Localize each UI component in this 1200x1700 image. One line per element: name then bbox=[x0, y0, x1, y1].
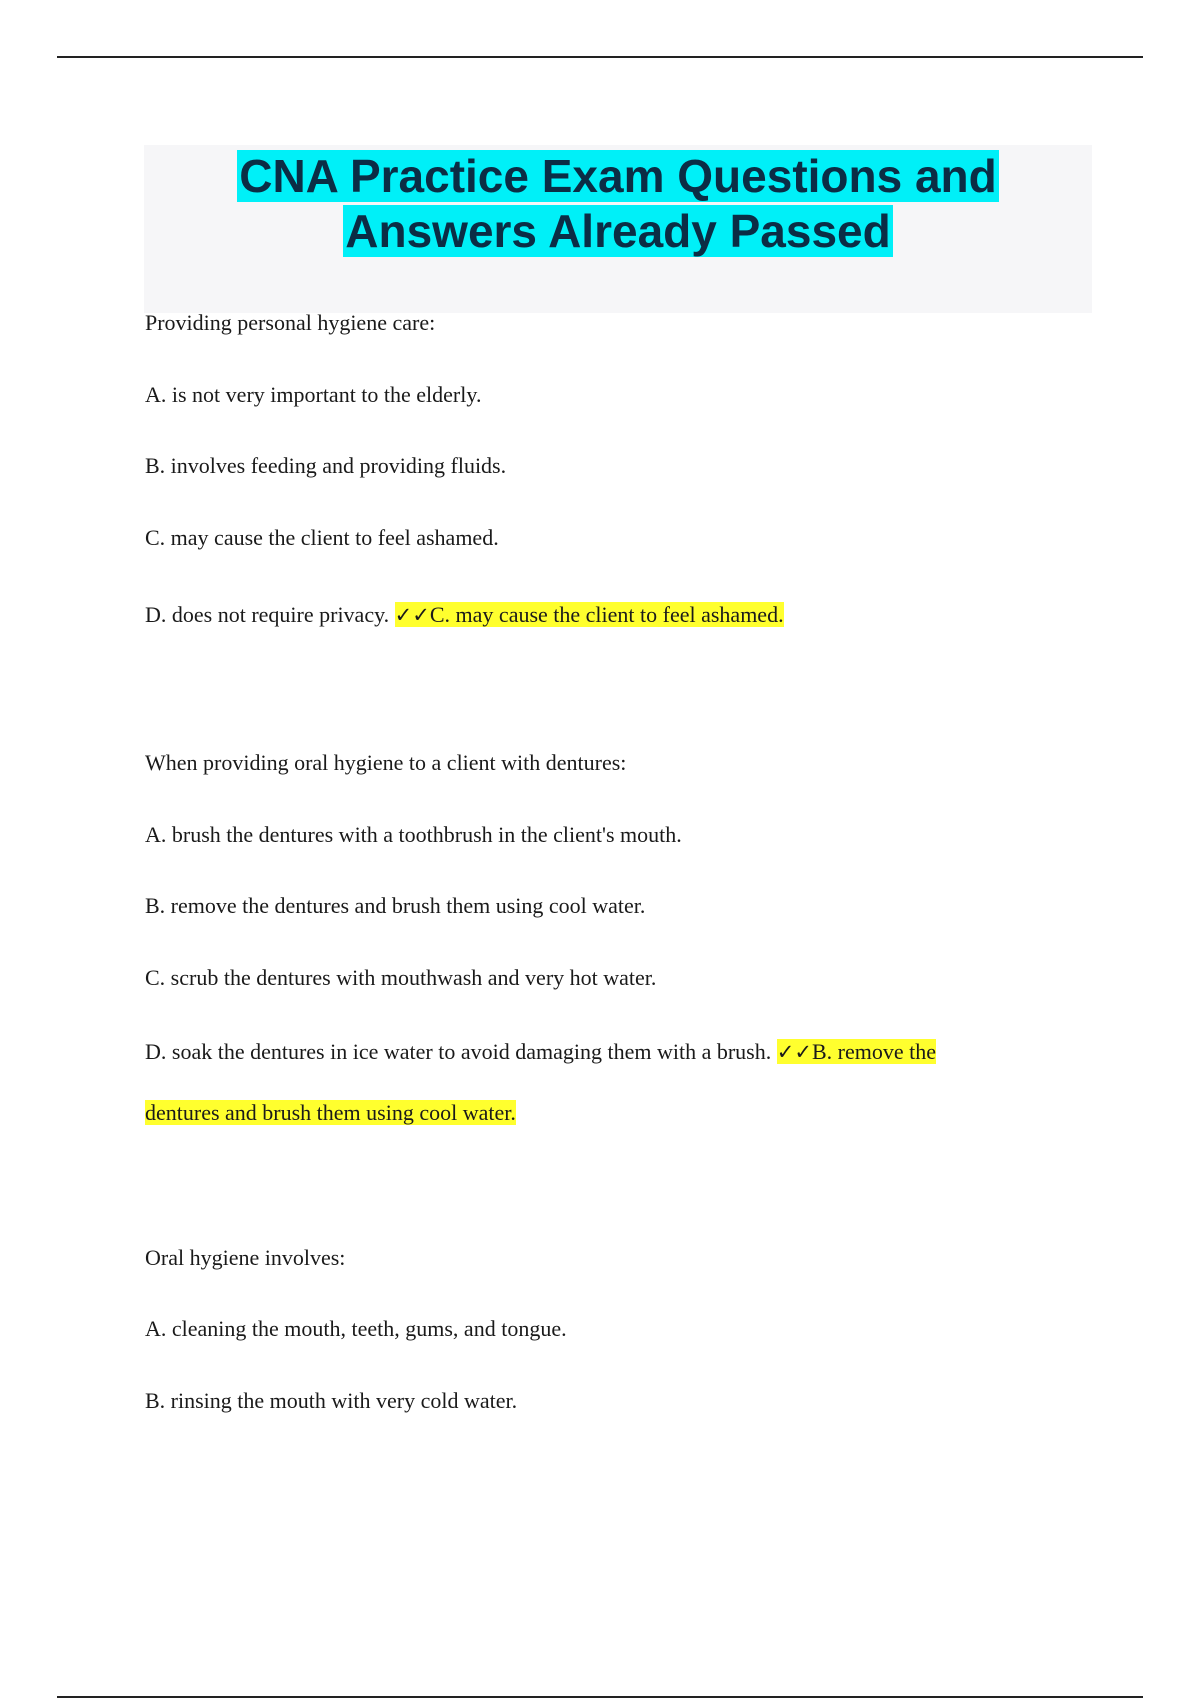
question-3-option-b: B. rinsing the mouth with very cold water. bbox=[145, 1388, 518, 1413]
question-1-option-b: B. involves feeding and providing fluids. bbox=[145, 453, 507, 478]
question-1-answer bbox=[395, 602, 784, 627]
title-line-1: CNA Practice Exam Questions and bbox=[239, 150, 997, 202]
question-3-stem: Oral hygiene involves: bbox=[145, 1245, 346, 1270]
question-2-option-c: C. scrub the dentures with mouthwash and very hot water. bbox=[145, 965, 657, 990]
question-2-stem: When providing oral hygiene to a client with dentures: bbox=[145, 750, 627, 775]
check-mark-icon: ✓✓ bbox=[394, 603, 430, 627]
title-banner bbox=[144, 145, 1092, 313]
question-2-answer-start bbox=[777, 1039, 936, 1064]
top-rule bbox=[57, 56, 1143, 58]
question-2-answer-continued bbox=[145, 1098, 1045, 1128]
question-2-answer-text-1: B. remove the bbox=[811, 1039, 936, 1064]
question-1-option-d-text: D. does not require privacy. bbox=[145, 602, 395, 627]
document-title bbox=[144, 145, 1092, 259]
question-2-answer-text-2: dentures and brush them using cool water. bbox=[145, 1100, 516, 1125]
question-3-option-a: A. cleaning the mouth, teeth, gums, and tongue. bbox=[145, 1316, 567, 1341]
document-body bbox=[145, 308, 1045, 1416]
question-1-option-d bbox=[145, 600, 1045, 630]
bottom-rule bbox=[57, 1696, 1143, 1698]
question-2-option-b: B. remove the dentures and brush them using cool water. bbox=[145, 893, 646, 918]
question-1-answer-text: C. may cause the client to feel ashamed. bbox=[429, 602, 784, 627]
check-mark-icon: ✓✓ bbox=[776, 1040, 812, 1064]
question-1-stem: Providing personal hygiene care: bbox=[145, 310, 436, 335]
question-1-option-c: C. may cause the client to feel ashamed. bbox=[145, 525, 499, 550]
question-1-option-a: A. is not very important to the elderly. bbox=[145, 382, 482, 407]
question-2-option-a: A. brush the dentures with a toothbrush in the client's mouth. bbox=[145, 822, 682, 847]
question-2-option-d-text: D. soak the dentures in ice water to avoid damaging them with a brush. bbox=[145, 1039, 777, 1064]
title-line-2: Answers Already Passed bbox=[345, 205, 891, 257]
question-2-option-d bbox=[145, 1037, 1045, 1067]
